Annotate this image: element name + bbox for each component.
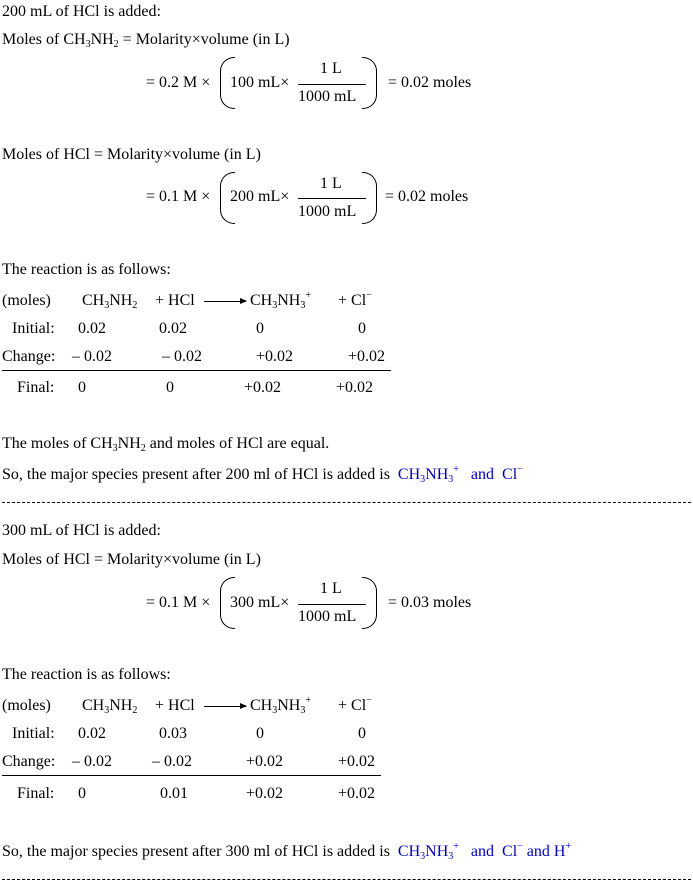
calc3-volume: 300 mL× (230, 594, 290, 611)
ice-value: 0 (78, 379, 86, 396)
reaction-intro: The reaction is as follows: (2, 666, 171, 683)
moles-ch3nh2-line: Moles of $CH_3NH_2$ = Molarity×volume (in L) (2, 31, 290, 50)
ice-value: 0.02 (78, 725, 106, 742)
reaction-intro: The reaction is as follows: (2, 261, 171, 278)
ice-value: +0.02 (338, 753, 376, 770)
ice-unit-label: (moles) (2, 292, 51, 309)
calc1-denominator: 1000 mL (298, 88, 357, 105)
calc2-prefix: = 0.1 M × (146, 188, 211, 205)
reactant-ch3nh2: $CH_3NH_2$ (82, 697, 138, 716)
ice-value: 0 (256, 320, 264, 337)
ice-value: 0 (78, 785, 86, 802)
right-paren (362, 57, 377, 109)
reaction-arrow (204, 706, 246, 707)
product-cl: + Cl− (338, 695, 372, 714)
ice-value: +0.02 (256, 348, 294, 365)
fraction-bar (298, 84, 366, 85)
ice-unit-label: (moles) (2, 697, 51, 714)
calc2-denominator: 1000 mL (298, 203, 357, 220)
calc1-result: = 0.02 moles (388, 74, 472, 91)
section-divider (2, 502, 691, 503)
part1-header: 200 mL of HCl is added: (2, 3, 161, 20)
calc1-numerator: 1 L (320, 60, 342, 77)
moles-hcl-line: Moles of HCl = Molarity×volume (in L) (2, 146, 261, 163)
ice-value: – 0.02 (152, 753, 192, 770)
right-paren (362, 577, 377, 629)
calc3-numerator: 1 L (320, 580, 342, 597)
calc1-prefix: = 0.2 M × (146, 74, 211, 91)
ice-value: 0.02 (159, 320, 187, 337)
calc3-denominator: 1000 mL (298, 608, 357, 625)
change-label: Change: (2, 753, 56, 770)
ice-value: +0.02 (246, 753, 284, 770)
ice-value: 0.03 (159, 725, 187, 742)
initial-label: Initial: (12, 725, 55, 742)
calc2-result: = 0.02 moles (385, 188, 469, 205)
part2-header: 300 mL of HCl is added: (2, 522, 161, 539)
reaction-arrow (204, 301, 246, 302)
ice-value: 0 (256, 725, 264, 742)
major-species-answer: $CH_3NH_3^+$ and Cl− (397, 464, 523, 485)
ice-value: – 0.02 (72, 348, 112, 365)
product-cl: + Cl− (338, 290, 372, 309)
initial-label: Initial: (12, 320, 55, 337)
reactant-hcl: + HCl (155, 697, 195, 714)
equal-moles-line: The moles of $CH_3NH_2$ and moles of HCl are equal. (2, 435, 330, 454)
reactant-ch3nh2: $CH_3NH_2$ (82, 292, 138, 311)
product-ch3nh3: $CH_3NH_3^+$ (250, 695, 311, 716)
reactant-hcl: + HCl (155, 292, 195, 309)
ice-value: 0.01 (160, 785, 188, 802)
ice-value: +0.02 (338, 785, 376, 802)
ice-divider (2, 370, 391, 371)
ice-value: 0 (166, 379, 174, 396)
fraction-bar (298, 604, 366, 605)
ice-divider (2, 775, 381, 776)
ice-value: – 0.02 (72, 753, 112, 770)
ice-value: 0.02 (78, 320, 106, 337)
ice-value: – 0.02 (162, 348, 202, 365)
major-species-line-1: So, the major species present after 200 ml of HCl is added is $CH_3NH_3^+$ and Cl− (2, 464, 523, 485)
major-species-line-2: So, the major species present after 300 ml of HCl is added is $CH_3NH_3^+$ and Cl− and H+ (2, 841, 572, 862)
section-divider (2, 879, 691, 880)
ice-value: +0.02 (348, 348, 386, 365)
calc2-numerator: 1 L (320, 175, 342, 192)
product-ch3nh3: $CH_3NH_3^+$ (250, 290, 311, 311)
final-label: Final: (17, 379, 55, 396)
ice-value: +0.02 (246, 785, 284, 802)
calc3-result: = 0.03 moles (388, 594, 472, 611)
moles-hcl-line: Moles of HCl = Molarity×volume (in L) (2, 551, 261, 568)
ice-value: +0.02 (244, 379, 282, 396)
right-paren (362, 172, 377, 224)
ice-value: +0.02 (336, 379, 374, 396)
major-species-answer: $CH_3NH_3^+$ and Cl− and H+ (397, 841, 572, 862)
ice-value: 0 (358, 725, 366, 742)
calc3-prefix: = 0.1 M × (146, 594, 211, 611)
final-label: Final: (17, 785, 55, 802)
ice-value: 0 (358, 320, 366, 337)
calc2-volume: 200 mL× (230, 188, 290, 205)
calc1-volume: 100 mL× (230, 74, 290, 91)
change-label: Change: (2, 348, 56, 365)
fraction-bar (298, 198, 366, 199)
